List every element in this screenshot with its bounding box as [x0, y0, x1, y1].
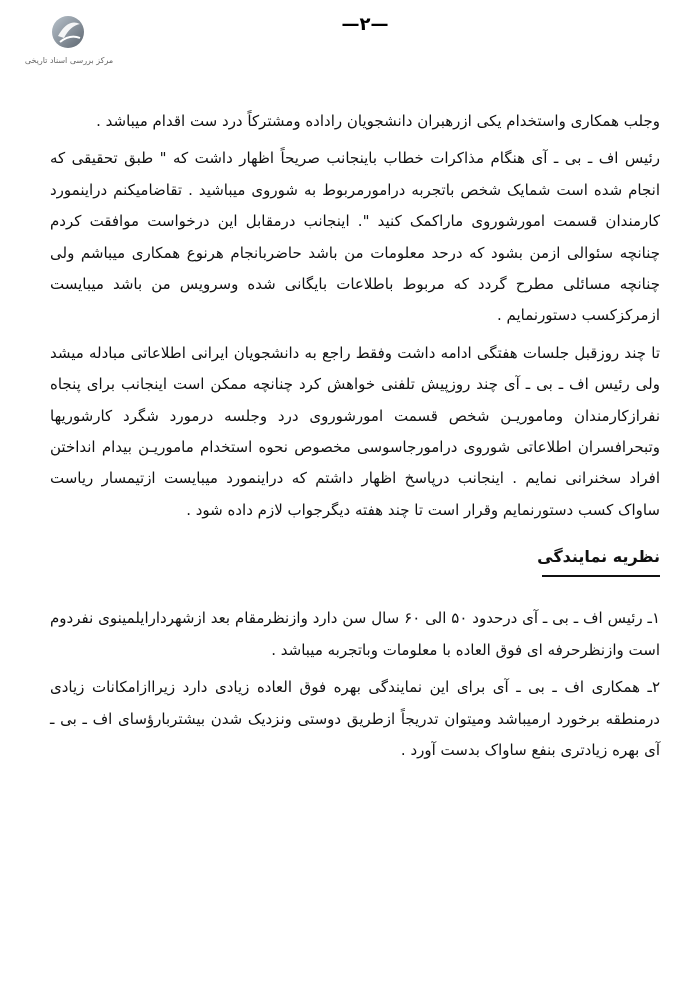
point-item: ۱ـ رئیس اف ـ بی ـ آی درحدود ۵۰ الی ۶۰ سال سن دارد وازنظرمقام بعد ازشهردارایلمینوی نفردوم است وازنظرحرفه ای فوق العاده با معلومات وباتجربه میباشد .	[50, 609, 660, 659]
heading-underline	[542, 575, 660, 577]
paragraph: رئیس اف ـ بی ـ آی هنگام مذاکرات خطاب باینجانب صریحاً اظهار داشت که " طبق تحقیقی که انجام شده است شمایک شخص باتجربه درامورمربوط به شوروی میباشید . تقاضامیکنم دراینمورد کارمندان قسمت امورشوروی ماراکمک کنید ". اینجانب درمقابل این درخواست موافقت کردم چنانچه سئوالی ازمن بشود که درحد معلومات من باشد حاضربانجام هرنوع همکاری میباشم ولی چنانچه مسائلی مطرح گردد که مربوط باطلاعات بایگانی شده وسرویس من باشد میبایست ازمرکزکسب دستورنمایم .	[50, 149, 660, 325]
page-number: —۲—	[341, 14, 389, 35]
logo-caption: مرکز بررسی اسناد تاریخی	[24, 56, 114, 65]
paragraph: تا چند روزقبل جلسات هفتگی ادامه داشت وفقط راجع به دانشجویان ایرانی اطلاعاتی مبادله میشد ولی رئیس اف ـ بی ـ آی چند روزپیش تلفنی خواهش کرد چنانچه ممکن است اینجانب برای پنجاه نفرازکارمندان وماموریـن شخص قسمت امورشوروی درد وجلسه درمورد شگرد کارشوریها وتبحرافسران اطلاعاتی شوروی درامورجاسوسی مخصوص نحوه استخدام ماموریـن بیدام انداختن افراد سخنرانی نمایم . اینجانب درپاسخ اظهار داشتم که دراینمورد میبایست ازتیمسار ریاست ساواک کسب دستورنمایم وقرار است تا چند هفته دیگرجواب لازم داده شود .	[50, 343, 660, 519]
section-heading-block	[50, 543, 660, 577]
paragraph: وجلب همکاری واستخدام یکی ازرهبران دانشجویان راداده ومشترکاً درد ست اقدام میباشد .	[96, 112, 660, 130]
archive-logo-icon	[50, 12, 86, 52]
document-body	[50, 106, 660, 766]
section-heading: نظریه نمایندگی	[537, 547, 660, 567]
point-item: ۲ـ همکاری اف ـ بی ـ آی برای این نمایندگی بهره فوق العاده زیادی دارد زیراازامکانات زیادی درمنطقه برخورد ارمیباشد ومیتوان تدریجاً ازطریق دوستی ونزدیک شدن بیشتربارؤسای اف ـ بی ـ آی بهره زیادتری بنفع ساواک بدست آورد .	[50, 678, 660, 759]
archive-logo	[14, 12, 124, 72]
